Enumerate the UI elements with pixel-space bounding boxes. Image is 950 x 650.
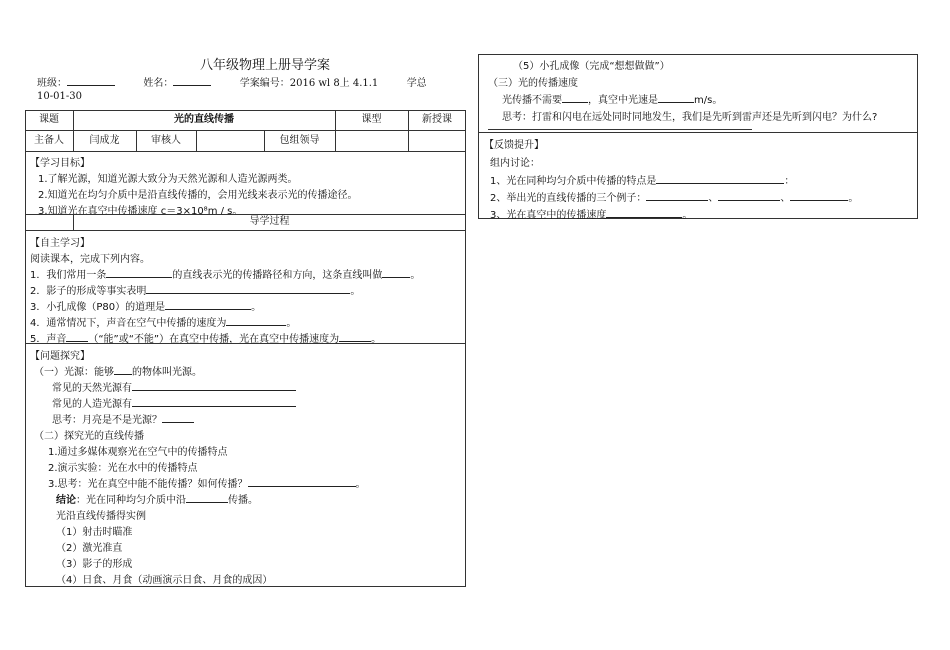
name-label: 姓名：	[143, 78, 174, 89]
self-study-q1: 1．我们常用一条 的直线表示光的传播路径和方向，这条直线叫做 。	[30, 270, 421, 281]
inquiry-p3: 3.思考：光在真空中能不能传播？如何传播？ 。	[48, 479, 366, 490]
page-title: 八年级物理上册导学案	[200, 58, 331, 73]
answer-blank[interactable]	[790, 191, 848, 201]
example-item: （1）射击时瞄准	[56, 527, 133, 538]
topic-value: 光的直线传播	[174, 114, 234, 125]
answer-blank[interactable]	[656, 174, 784, 184]
inquiry-p2: 2.演示实验：光在水中的传播特点	[48, 463, 198, 474]
inquiry-s1: （一）光源：能够 的物体叫光源。	[34, 367, 202, 378]
answer-blank[interactable]	[106, 268, 172, 278]
topic-label: 课题	[39, 114, 59, 125]
feedback-heading: 【反馈提升】	[484, 140, 544, 151]
inquiry-p1: 1.通过多媒体观察光在空气中的传播特点	[48, 447, 228, 458]
goal-item: 3.知道光在真空中传播速度 c＝3×10⁸m / s。	[38, 206, 243, 217]
answer-blank[interactable]	[562, 93, 588, 103]
speed-section-heading: （三）光的传播速度	[488, 78, 578, 89]
goal-item: 1.了解光源，知道光源大致分为天然光源和人造光源两类。	[38, 174, 298, 185]
answer-blank[interactable]	[132, 397, 296, 407]
answer-blank[interactable]	[339, 332, 371, 342]
example-item: （4）日食、月食（动画演示日食、月食的成因）	[56, 575, 273, 586]
answer-blank[interactable]	[162, 413, 194, 423]
feedback-intro: 组内讨论：	[490, 158, 540, 169]
answer-line[interactable]	[488, 129, 752, 130]
name-blank[interactable]	[173, 75, 211, 86]
type-label: 课型	[361, 114, 382, 125]
self-study-q2: 2．影子的形成等事实表明 。	[30, 286, 361, 297]
process-heading: 导学过程	[249, 216, 290, 227]
example-item: （2）激光准直	[56, 543, 123, 554]
class-blank[interactable]	[67, 75, 115, 86]
answer-blank[interactable]	[186, 493, 228, 503]
inquiry-heading: 【问题探究】	[30, 351, 90, 362]
leader-label: 包组领导	[279, 135, 320, 146]
date-value: 10-01-30	[37, 91, 82, 102]
self-study-q4: 4．通常情况下，声音在空气中传播的速度为 。	[30, 318, 297, 329]
pinhole-item: （5）小孔成像（完成“想想做做”）	[513, 61, 670, 72]
goal-item: 2.知道光在均匀介质中是沿直线传播的，会用光线来表示光的传播途径。	[38, 190, 358, 201]
natural-sources: 常见的天然光源有	[52, 379, 296, 394]
self-study-q3: 3．小孔成像（P80）的道理是 。	[30, 302, 262, 313]
answer-blank[interactable]	[646, 191, 708, 201]
answer-blank[interactable]	[606, 208, 682, 218]
answer-blank[interactable]	[248, 477, 356, 487]
class-label: 班级：	[37, 78, 67, 89]
think-thunder: 思考：打雷和闪电在远处同时同地发生，我们是先听到雷声还是先听到闪电？为什么?	[502, 112, 878, 123]
example-item: （3）影子的形成	[56, 559, 133, 570]
lesson-code: 学案编号：2016 wl 8上 4.1.1	[239, 78, 379, 89]
feedback-q2: 2、举出光的直线传播的三个例子： 、 、 。	[490, 193, 859, 204]
answer-blank[interactable]	[132, 381, 296, 391]
answer-blank[interactable]	[66, 332, 88, 342]
type-value: 新授课	[422, 114, 452, 125]
self-study-intro: 阅读课本，完成下列内容。	[30, 254, 150, 265]
answer-blank[interactable]	[165, 300, 251, 310]
answer-blank[interactable]	[718, 191, 780, 201]
conclusion: 结论：光在同种均匀介质中沿 传播。	[56, 495, 258, 506]
answer-blank[interactable]	[658, 93, 694, 103]
reviewer-label: 审核人	[151, 135, 181, 146]
author-label: 主备人	[34, 135, 64, 146]
artificial-sources: 常见的人造光源有	[52, 395, 296, 410]
speed-question: 光传播不需要 ，真空中光速是 m/s。	[502, 95, 723, 106]
answer-blank[interactable]	[114, 365, 132, 375]
feedback-q1: 1、光在同种均匀介质中传播的特点是 ：	[490, 176, 795, 187]
goals-heading: 【学习目标】	[30, 158, 90, 169]
author-value: 闫成龙	[89, 135, 120, 146]
feedback-q3: 3、光在真空中的传播速度 。	[490, 210, 693, 221]
info-line	[37, 75, 477, 103]
examples-heading: 光沿直线传播得实例	[56, 511, 146, 522]
self-study-q5: 5．声音 （“能”或“不能”）在真空中传播，光在真空中传播速度为 。	[30, 334, 382, 345]
inquiry-s2: （二）探究光的直线传播	[34, 431, 144, 442]
answer-blank[interactable]	[226, 316, 286, 326]
self-study-heading: 【自主学习】	[30, 238, 90, 249]
think-moon: 思考：月亮是不是光源？	[52, 411, 194, 426]
date-label: 学总	[406, 78, 427, 89]
answer-blank[interactable]	[146, 284, 350, 294]
answer-blank[interactable]	[382, 268, 410, 278]
